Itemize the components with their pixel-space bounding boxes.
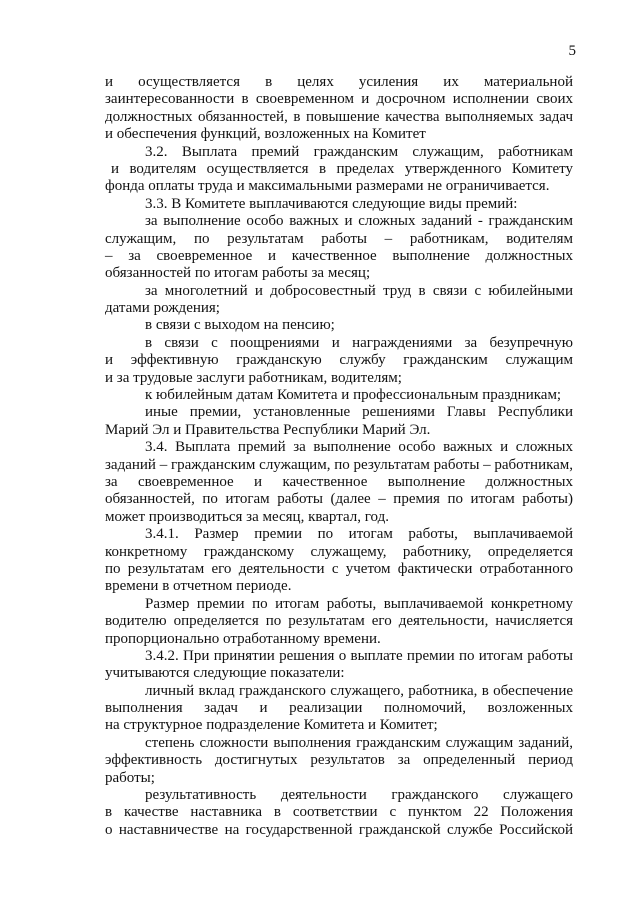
text-line: 3.4. Выплата премий за выполнение особо важных и сложных <box>145 439 573 456</box>
text-line: пропорционально отработанному времени. <box>105 630 381 647</box>
text-line: личный вклад гражданского служащего, работника, в обеспечение <box>145 682 573 699</box>
text-line: работы; <box>105 769 155 786</box>
text-line: фонда оплаты труда и максимальными размерами не ограничивается. <box>105 178 550 195</box>
text-line: конкретному гражданскому служащему, работнику, определяется <box>105 543 573 560</box>
text-line: эффективность достигнутых результатов за определенный период <box>105 752 573 769</box>
text-line: и осуществляется в целях усиления их материальной <box>105 74 573 90</box>
text-line: в связи с поощрениями и награждениями за безупречную <box>145 334 573 351</box>
text-line: и за трудовые заслуги работникам, водителям; <box>105 369 402 386</box>
text-line: 3.4.1. Размер премии по итогам работы, выплачиваемой <box>145 526 573 543</box>
text-line: водителю определяется по результатам его деятельности, начисляется <box>105 613 573 630</box>
text-line: к юбилейным датам Комитета и профессиональным праздникам; <box>145 387 562 404</box>
text-line: за многолетний и добросовестный труд в связи с юбилейными <box>145 282 573 299</box>
text-line: может производиться за месяц, квартал, год. <box>105 508 389 525</box>
text-line: Марий Эл и Правительства Республики Марий Эл. <box>105 421 431 438</box>
text-line: 3.4.2. При принятии решения о выплате премии по итогам работы <box>145 647 573 664</box>
text-line: служащим, по результатам работы – работникам, водителям <box>105 230 573 247</box>
page-number: 5 <box>568 43 576 59</box>
text-line: за своевременное и качественное выполнение должностных <box>105 473 573 490</box>
text-line: о наставничестве на государственной гражданской службе Российской <box>105 821 573 838</box>
text-line: времени в отчетном периоде. <box>105 578 292 595</box>
text-line: результативность деятельности гражданского служащего <box>145 787 573 804</box>
text-line: выполнения задач и реализации полномочий, возложенных <box>105 700 573 717</box>
text-line: обязанностей, по итогам работы (далее – премия по итогам работы) <box>105 491 573 508</box>
text-line: – за своевременное и качественное выполнение должностных <box>105 247 573 264</box>
text-line: Размер премии по итогам работы, выплачиваемой конкретному <box>145 595 573 612</box>
text-line: степень сложности выполнения гражданским служащим заданий, <box>145 734 573 751</box>
text-line: учитываются следующие показатели: <box>105 665 345 682</box>
text-line: и водителям осуществляется в пределах утвержденного Комитету <box>111 160 573 177</box>
text-line: обязанностей по итогам работы за месяц; <box>105 265 371 282</box>
text-line: и эффективную гражданскую службу гражданским служащим <box>105 352 573 369</box>
text-line: заинтересованности в своевременном и досрочном исполнении своих <box>105 91 573 108</box>
text-line: должностных обязанностей, в повышение качества выполняемых задач <box>105 108 573 125</box>
text-line: иные премии, установленные решениями Главы Республики <box>145 404 573 421</box>
text-line: 3.3. В Комитете выплачиваются следующие виды премий: <box>145 195 518 212</box>
body-text <box>105 74 573 839</box>
text-line: на структурное подразделение Комитета и Комитет; <box>105 717 438 734</box>
text-line: по результатам его деятельности с учетом фактически отработанного <box>105 560 573 577</box>
text-line: за выполнение особо важных и сложных заданий - гражданским <box>145 213 573 230</box>
text-line: датами рождения; <box>105 300 220 317</box>
text-line: 3.2. Выплата премий гражданским служащим, работникам <box>145 143 573 160</box>
text-line: и обеспечения функций, возложенных на Комитет <box>105 126 426 143</box>
text-line: в связи с выходом на пенсию; <box>145 317 335 334</box>
text-line: в качестве наставника в соответствии с пунктом 22 Положения <box>105 804 573 821</box>
text-line: заданий – гражданским служащим, по результатам работы – работникам, <box>105 456 574 473</box>
